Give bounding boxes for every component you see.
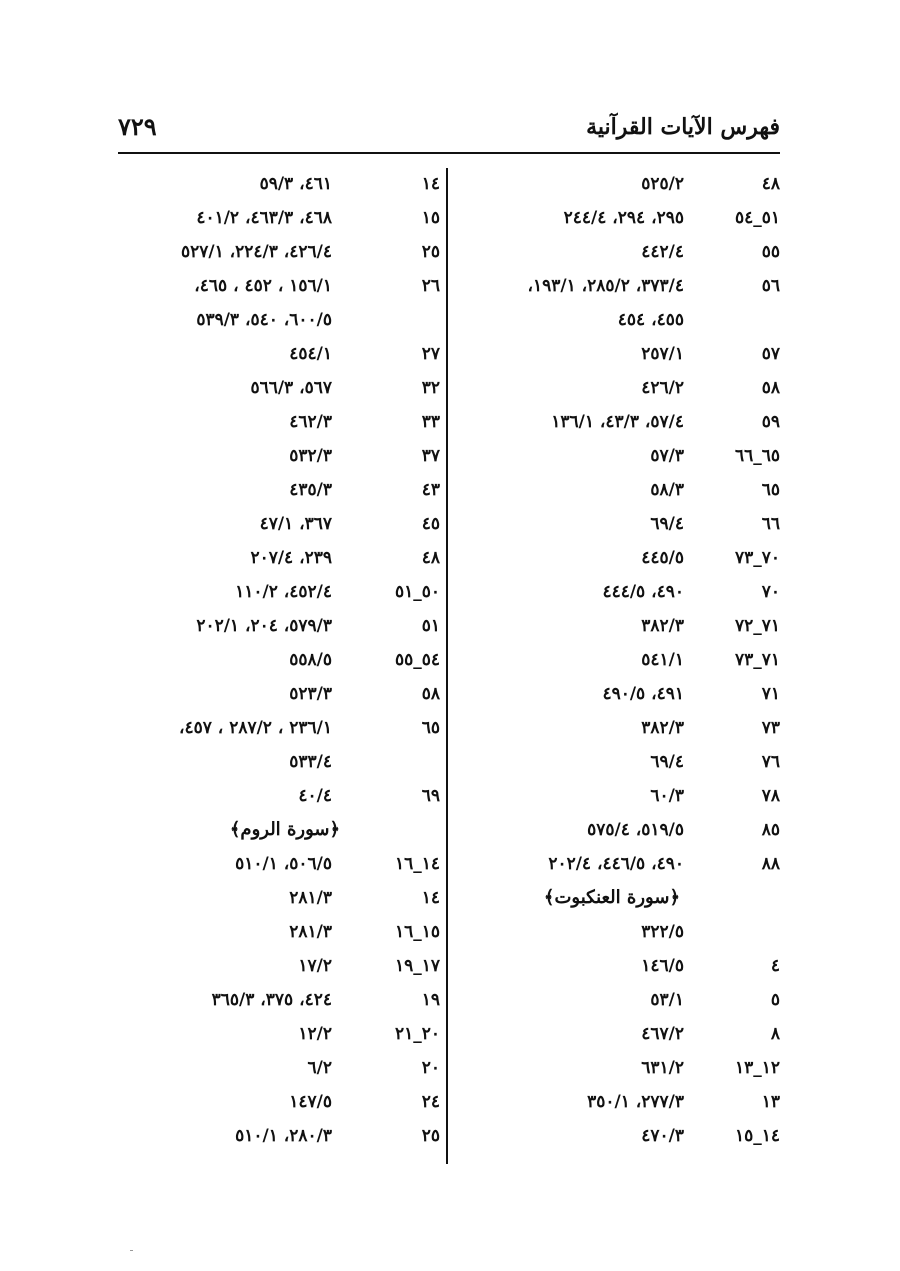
volume-page-refs: ٣٨٢/٣ <box>641 718 684 738</box>
index-row <box>118 168 440 202</box>
index-row <box>452 236 780 270</box>
index-row <box>118 610 440 644</box>
ayah-number: ١٤_١٥ <box>734 1126 780 1146</box>
volume-page-refs: ٤٩٠، ٤٤٦/٥، ٢٠٢/٤ <box>548 854 684 874</box>
volume-page-refs: ٥٣٢/٣ <box>289 446 332 466</box>
index-row <box>118 746 440 780</box>
ayah-number: ٣٣ <box>421 412 440 432</box>
volume-page-refs: ٦٩/٤ <box>650 752 684 772</box>
index-row <box>118 406 440 440</box>
ayah-number: ٥٤_٥٥ <box>394 650 440 670</box>
volume-page-refs: ٢٥٧/١ <box>641 344 684 364</box>
volume-page-refs: ١٢/٢ <box>298 1024 332 1044</box>
index-row <box>452 848 780 882</box>
ayah-number: ٥٦ <box>761 276 780 296</box>
ayah-number: ٧٣ <box>761 718 780 738</box>
volume-page-refs: ٥٤١/١ <box>641 650 684 670</box>
index-row <box>118 270 440 304</box>
volume-page-refs: ٥٧/٣ <box>650 446 684 466</box>
ayah-number: ٨ <box>770 1024 780 1044</box>
index-row <box>118 304 440 338</box>
index-row <box>452 440 780 474</box>
volume-page-refs: ٤٣٥/٣ <box>289 480 332 500</box>
ayah-number: ٥٨ <box>421 684 440 704</box>
index-row <box>452 610 780 644</box>
index-row <box>452 304 780 338</box>
page-header <box>118 110 780 154</box>
page-number: ٧٢٩ <box>118 112 157 141</box>
ayah-number: ٢٤ <box>421 1092 440 1112</box>
index-row <box>452 814 780 848</box>
index-title: فهرس الآيات القرآنية <box>586 114 780 140</box>
volume-page-refs: ٥٣/١ <box>650 990 684 1010</box>
volume-page-refs: ٢٣٩، ٢٠٧/٤ <box>250 548 332 568</box>
ayah-number: ٦٥_٦٦ <box>734 446 780 466</box>
index-row <box>118 644 440 678</box>
index-row <box>452 542 780 576</box>
volume-page-refs: ٤٦٨، ٤٦٣/٣، ٤٠١/٢ <box>196 208 332 228</box>
volume-page-refs: ٤٦٢/٣ <box>289 412 332 432</box>
volume-page-refs: ١٤٦/٥ <box>641 956 684 976</box>
volume-page-refs: ٥٧٩/٣، ٢٠٤، ٢٠٢/١ <box>196 616 332 636</box>
volume-page-refs: ٢٣٦/١ ، ٢٨٧/٢ ، ٤٥٧، <box>178 718 332 738</box>
ayah-number: ٧٦ <box>761 752 780 772</box>
volume-page-refs: ٢٩٥، ٢٩٤، ٢٤٤/٤ <box>563 208 684 228</box>
ayah-number: ٧١_٧٣ <box>734 650 780 670</box>
volume-page-refs: ٥٠٦/٥، ٥١٠/١ <box>235 854 332 874</box>
index-row <box>452 474 780 508</box>
index-row <box>452 168 780 202</box>
index-row <box>118 338 440 372</box>
volume-page-refs: ٤٤٥/٥ <box>641 548 684 568</box>
volume-page-refs: ٣٧٣/٤، ٢٨٥/٢، ١٩٣/١، <box>527 276 684 296</box>
index-row <box>118 1052 440 1086</box>
ayah-number: ٥٥ <box>761 242 780 262</box>
index-row <box>452 1086 780 1120</box>
volume-page-refs: ٦٣١/٢ <box>641 1058 684 1078</box>
volume-page-refs: ٥٢٣/٣ <box>289 684 332 704</box>
footer-mark <box>130 1250 133 1251</box>
index-row <box>452 1052 780 1086</box>
index-row <box>118 440 440 474</box>
index-row <box>452 270 780 304</box>
ayah-number: ٢٠_٢١ <box>394 1024 440 1044</box>
ayah-number: ٦٥ <box>761 480 780 500</box>
index-row <box>452 372 780 406</box>
ayah-number: ٦٥ <box>421 718 440 738</box>
volume-page-refs: ٦٠٠/٥، ٥٤٠، ٥٣٩/٣ <box>196 310 332 330</box>
ayah-number: ١٩ <box>421 990 440 1010</box>
index-row <box>452 984 780 1018</box>
ayah-number: ٤ <box>770 956 780 976</box>
index-row <box>452 1018 780 1052</box>
index-row <box>452 644 780 678</box>
ayah-number: ١٤ <box>421 174 440 194</box>
volume-page-refs: ٢٨١/٣ <box>289 922 332 942</box>
volume-page-refs: ٤٢٦/٢ <box>641 378 684 398</box>
ayah-number: ٥٧ <box>761 344 780 364</box>
volume-page-refs: ٥٢٥/٢ <box>641 174 684 194</box>
ayah-number: ٨٨ <box>761 854 780 874</box>
surah-heading: ﴿سورة العنكبوت﴾ <box>543 887 680 908</box>
surah-heading-row <box>118 814 440 848</box>
volume-page-refs: ٥١٩/٥، ٥٧٥/٤ <box>587 820 684 840</box>
ayah-number: ٢٥ <box>421 242 440 262</box>
ayah-number: ١٥_١٦ <box>394 922 440 942</box>
ayah-number: ٧٠_٧٣ <box>734 548 780 568</box>
ayah-number: ٧١ <box>761 684 780 704</box>
index-row <box>452 950 780 984</box>
index-row <box>118 882 440 916</box>
index-row <box>118 1086 440 1120</box>
index-row <box>452 712 780 746</box>
ayah-number: ٥٩ <box>761 412 780 432</box>
ayah-number: ٧١_٧٢ <box>734 616 780 636</box>
index-row <box>118 1018 440 1052</box>
ayah-number: ١٤ <box>421 888 440 908</box>
volume-page-refs: ٤٢٤، ٣٧٥، ٣٦٥/٣ <box>211 990 332 1010</box>
index-row <box>452 746 780 780</box>
index-row <box>452 406 780 440</box>
right-column <box>452 168 780 1154</box>
ayah-number: ٢٧ <box>421 344 440 364</box>
volume-page-refs: ٣٨٢/٣ <box>641 616 684 636</box>
index-row <box>118 984 440 1018</box>
index-row <box>118 678 440 712</box>
volume-page-refs: ١٧/٢ <box>298 956 332 976</box>
left-column <box>118 168 440 1154</box>
index-row <box>452 1120 780 1154</box>
volume-page-refs: ٤٤٢/٤ <box>641 242 684 262</box>
volume-page-refs: ٤٦١، ٥٩/٣ <box>259 174 332 194</box>
index-row <box>118 780 440 814</box>
ayah-number: ٥ <box>770 990 780 1010</box>
volume-page-refs: ٦٠/٣ <box>650 786 684 806</box>
surah-heading-row <box>452 882 780 916</box>
ayah-number: ٦٦ <box>761 514 780 534</box>
ayah-number: ٧٠ <box>761 582 780 602</box>
volume-page-refs: ٥٨/٣ <box>650 480 684 500</box>
ayah-number: ١٥ <box>421 208 440 228</box>
index-row <box>452 202 780 236</box>
volume-page-refs: ١٤٧/٥ <box>289 1092 332 1112</box>
volume-page-refs: ١٥٦/١ ، ٤٥٢ ، ٤٦٥، <box>194 276 332 296</box>
ayah-number: ٨٥ <box>761 820 780 840</box>
index-row <box>118 236 440 270</box>
ayah-number: ٢٦ <box>421 276 440 296</box>
ayah-number: ٥١ <box>421 616 440 636</box>
index-row <box>118 848 440 882</box>
volume-page-refs: ٤٢٦/٤، ٢٢٤/٣، ٥٢٧/١ <box>180 242 332 262</box>
volume-page-refs: ٤٩٠، ٤٤٤/٥ <box>602 582 684 602</box>
volume-page-refs: ٤٠/٤ <box>298 786 332 806</box>
index-row <box>118 372 440 406</box>
index-row <box>452 916 780 950</box>
ayah-number: ١٣ <box>761 1092 780 1112</box>
volume-page-refs: ٥٥٨/٥ <box>289 650 332 670</box>
index-row <box>118 202 440 236</box>
volume-page-refs: ٤٥٤/١ <box>289 344 332 364</box>
volume-page-refs: ٤٩١، ٤٩٠/٥ <box>602 684 684 704</box>
column-divider <box>446 168 448 1164</box>
ayah-number: ١٢_١٣ <box>734 1058 780 1078</box>
volume-page-refs: ٥٧/٤، ٤٣/٣، ١٣٦/١ <box>551 412 684 432</box>
ayah-number: ٧٨ <box>761 786 780 806</box>
index-row <box>118 542 440 576</box>
index-row <box>118 916 440 950</box>
index-row <box>118 474 440 508</box>
index-row <box>452 780 780 814</box>
ayah-number: ٥١_٥٤ <box>734 208 780 228</box>
volume-page-refs: ٤٥٥، ٤٥٤ <box>617 310 684 330</box>
volume-page-refs: ٢٧٧/٣، ٣٥٠/١ <box>587 1092 684 1112</box>
index-row <box>452 576 780 610</box>
volume-page-refs: ٦٩/٤ <box>650 514 684 534</box>
ayah-number: ١٧_١٩ <box>394 956 440 976</box>
volume-page-refs: ٣٦٧، ٤٧/١ <box>259 514 332 534</box>
ayah-number: ٣٧ <box>421 446 440 466</box>
ayah-number: ٤٨ <box>761 174 780 194</box>
index-row <box>118 1120 440 1154</box>
ayah-number: ٣٢ <box>421 378 440 398</box>
volume-page-refs: ٢٨٠/٣، ٥١٠/١ <box>235 1126 332 1146</box>
ayah-number: ٦٩ <box>421 786 440 806</box>
index-row <box>118 576 440 610</box>
volume-page-refs: ٥٦٧، ٥٦٦/٣ <box>250 378 332 398</box>
ayah-number: ٤٥ <box>421 514 440 534</box>
volume-page-refs: ٥٣٣/٤ <box>289 752 332 772</box>
ayah-number: ٢٠ <box>421 1058 440 1078</box>
volume-page-refs: ٤٧٠/٣ <box>641 1126 684 1146</box>
index-row <box>452 508 780 542</box>
volume-page-refs: ٣٢٢/٥ <box>641 922 684 942</box>
ayah-number: ٥٠_٥١ <box>394 582 440 602</box>
index-row <box>452 338 780 372</box>
surah-heading: ﴿سورة الروم﴾ <box>229 819 340 840</box>
index-row <box>452 678 780 712</box>
volume-page-refs: ٦/٢ <box>307 1058 332 1078</box>
ayah-number: ٤٨ <box>421 548 440 568</box>
ayah-number: ٤٣ <box>421 480 440 500</box>
ayah-number: ١٤_١٦ <box>394 854 440 874</box>
index-row <box>118 950 440 984</box>
index-row <box>118 712 440 746</box>
ayah-number: ٥٨ <box>761 378 780 398</box>
volume-page-refs: ٤٦٧/٢ <box>641 1024 684 1044</box>
ayah-number: ٢٥ <box>421 1126 440 1146</box>
volume-page-refs: ٢٨١/٣ <box>289 888 332 908</box>
index-row <box>118 508 440 542</box>
volume-page-refs: ٤٥٢/٤، ١١٠/٢ <box>235 582 332 602</box>
